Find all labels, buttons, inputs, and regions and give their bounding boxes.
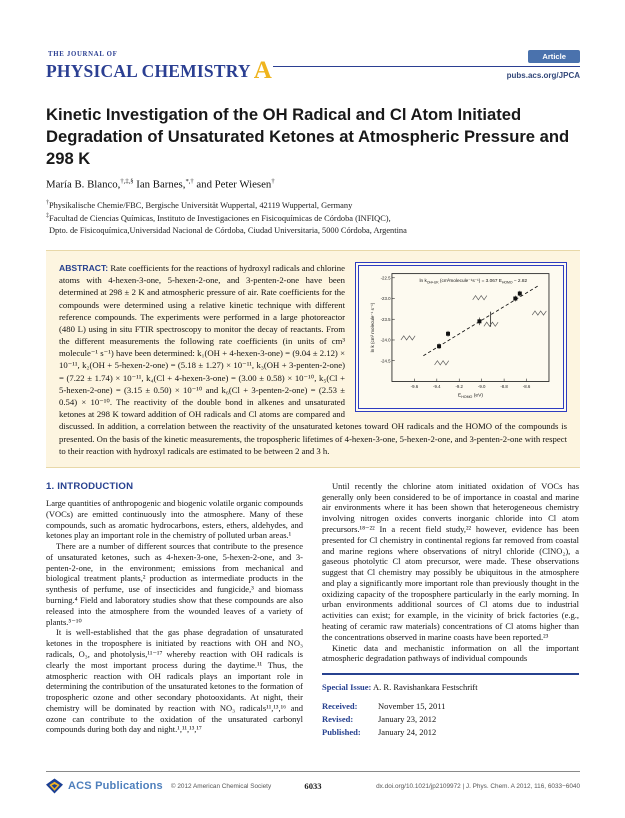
affiliation-line: †Physikalische Chemie/FBC, Bergische Universität Wuppertal, 42119 Wuppertal, Germany [46, 199, 353, 210]
article-dates [322, 700, 579, 740]
affiliation-line: Dpto. de Fisicoquímica,Universidad Nacional de Córdoba, Ciudad Universitaria, 5000 Córdoba, Argentina [49, 226, 407, 236]
article-type-badge: Article [528, 50, 580, 63]
body-paragraph: It is well-established that the gas phase degradation of unsaturated ketones in the troposphere is initiated by reactions with OH and NO₃ radicals, O₃, and photolysis,¹¹⁻¹⁷ whereby reaction with OH radicals is clearly the most important process during the daytime.¹¹ Thus, the atmospheric reaction with OH radicals plays an important role in determining the contribution of the unsaturated ketones to the formation of tropospheric ozone and other secondary photooxidants. At night, their chemistry will be dominated by reaction with NO₃ radicals¹¹,¹³,¹⁶ and ozone can contribute to the oxidation of the unsaturated carbonyl compounds during both day and night.¹,¹¹,¹³,¹⁷ [46, 627, 303, 735]
published-row [322, 726, 579, 739]
publisher-name[interactable]: ACS Publications [68, 780, 163, 792]
svg-text:ln kOH+UK (cm³molecule⁻¹s⁻¹) =: $\ln k_{OH+UK}$ (cm³molecule⁻¹s⁻¹) = 3.067 $E_{HOMO} - 2.82$ [419, 279, 528, 285]
received-row [322, 700, 579, 713]
page-footer [46, 771, 580, 794]
revised-row [322, 713, 579, 726]
body-paragraph: Kinetic data and mechanistic information on all the important atmospheric degradation pathways of individual compounds [322, 642, 579, 664]
masthead [46, 50, 580, 84]
special-issue-value: A. R. Ravishankara Festschrift [373, 681, 478, 692]
author-name: and Peter Wiesen [196, 178, 272, 191]
body-paragraph: There are a number of different sources that contribute to the presence of unsaturated ketones, such as 4-hexen-3-one, 5-hexen-2-one, and 3-penten-2-one, in the environment; emissions from mechanical and biological treatment plants,² production as intermediate products in the synthesis of perfume, use of insecticides and fungicide,³ and biomass burning.⁴ Field and laboratory studies show that these compounds are also released into the atmosphere from the wounded leaves of a variety of plants.⁵⁻¹⁰ [46, 541, 303, 627]
svg-text:-9.0: -9.0 [477, 384, 486, 390]
svg-text:-23.0: -23.0 [380, 296, 391, 302]
abstract-text: Rate coefficients for the reactions of hydroxyl radicals and chlorine atoms with 4-hexen-3-one, 5-hexen-2-one, and 3-penten-2-one have been determined at 298 ± 2 K and atmospheric pressure of air. Rate coefficients for the compounds were determined using a relative kinetic technique with different reference compounds. The experiments were performed in a large photoreactor (480 L) using in situ FTIR spectroscopy to monitor the decay of reactants. From the different measurements the following rate coefficients (in units of cm³ molecule⁻¹ s⁻¹) have been determined: k₁(OH + 4-hexen-3-one) = (9.04 ± 2.12) × 10⁻¹¹, k₂(OH + 5-hexen-2-one) = (5.18 ± 1.27) × 10⁻¹¹, k₃(OH + 3-penten-2-one) = (7.22 ± 1.74) × 10⁻¹¹, k₄(Cl + 4-hexen-3-one) = (3.00 ± 0.58) × 10⁻¹⁰, k₅(Cl + 5-hexen-2-one) = (3.15 ± 0.50) × 10⁻¹⁰ and k₆(Cl + 3-penten-2-one) = (2.53 ± 0.54) × 10⁻¹⁰. The reactivity of the double bond in alkenes and unsaturated ketones at 298 K toward addition of OH radicals and Cl atoms are compared and discussed. In addition, a correlation between the reactivity of the unsaturated ketones toward OH radicals and the HOMO of the compounds is presented. On the basis of the kinetic measurements, the tropospheric lifetimes of 4-hexen-3-one, 5-hexen-2-one, and 3-penten-2-one with respect to their reaction with hydroxyl radicals are estimated to be between 2 and 3 h. [59, 263, 567, 456]
right-column [322, 481, 579, 739]
author-affil-marks: *,† [185, 178, 194, 186]
author-affil-marks: † [271, 178, 275, 186]
authors-line [46, 178, 580, 191]
author-name: María B. Blanco, [46, 178, 121, 191]
masthead-right [273, 50, 580, 80]
acs-publications-logo-icon [46, 778, 63, 794]
abstract-section [46, 250, 580, 468]
svg-text:ln k (cm³ molecule⁻¹ s⁻¹): ln k (cm³ molecule⁻¹ s⁻¹) [369, 302, 375, 353]
svg-text:-9.4: -9.4 [433, 384, 441, 390]
published-date: January 24, 2012 [378, 726, 437, 737]
author-affil-marks: †,‡,§ [120, 178, 134, 186]
footer-row [46, 778, 580, 794]
affiliation-line: ‡Facultad de Ciencias Químicas, Instituto de Investigaciones en Fisicoquímicas de Córdoba (INFIQC), [46, 213, 391, 223]
special-issue-label: Special Issue: [322, 681, 372, 692]
revised-label: Revised: [322, 713, 354, 724]
svg-text:-23.5: -23.5 [380, 316, 391, 322]
received-label: Received: [322, 700, 358, 711]
author-name: Ian Barnes, [136, 178, 186, 191]
abstract-label: ABSTRACT: [59, 263, 109, 274]
footer-divider [46, 771, 580, 772]
svg-text:-9.2: -9.2 [455, 384, 463, 390]
body-paragraph: Large quantities of anthropogenic and biogenic volatile organic compounds (VOCs) are emitted continuously into the atmosphere. Many of these compounds, such as aromatic hydrocarbons, esters, ethers, aldehydes, and ketones play an important role in the chemistry of polluted urban areas.¹ [46, 498, 303, 541]
toc-graphic [355, 262, 567, 412]
journal-logo-line1: THE JOURNAL OF [48, 51, 118, 59]
journal-logo [46, 51, 273, 84]
journal-letter-a: A [253, 56, 273, 84]
svg-text:-8.8: -8.8 [500, 384, 508, 390]
copyright-text: © 2012 American Chemical Society [170, 782, 272, 790]
left-column [46, 481, 303, 739]
revised-date: January 23, 2012 [378, 713, 437, 724]
received-date: November 15, 2011 [378, 700, 446, 711]
svg-text:EHOMO (eV): $E_{HOMO}$ (eV) [457, 393, 483, 400]
svg-text:-24.0: -24.0 [380, 337, 391, 343]
svg-text:-8.6: -8.6 [522, 384, 531, 390]
page-number: 6033 [304, 781, 322, 791]
article-title: Kinetic Investigation of the OH Radical and Cl Atom Initiated Degradation of Unsaturated Ketones at Atmospheric Pressure and 298 K [46, 105, 570, 168]
body-columns [46, 481, 580, 739]
masthead-divider [273, 66, 580, 67]
journal-name-text: PHYSICAL CHEMISTRY [46, 60, 251, 81]
journal-logo-name [46, 56, 273, 84]
svg-text:-24.5: -24.5 [380, 358, 391, 364]
toc-plot-svg [360, 267, 562, 407]
special-issue-row [322, 682, 579, 693]
publisher-block [46, 778, 304, 794]
svg-text:-22.5: -22.5 [380, 275, 391, 281]
journal-website-link[interactable]: pubs.acs.org/JPCA [506, 71, 580, 81]
section-heading-introduction: 1. INTRODUCTION [46, 480, 134, 492]
svg-text:-9.6: -9.6 [410, 384, 419, 390]
body-paragraph: Until recently the chlorine atom initiated oxidation of VOCs has generally only been considered to be of importance in coastal and marine air environments where it has been shown that heterogeneous chemistry involving nitrogen oxides converts inorganic chloride into Cl atom precursors.¹⁸⁻²² In a recent field study,²² however, evidence has been presented for Cl chemistry in continental regions far removed from coastal and marine regions where observations of nitryl chloride (ClNO₂), a gaseous photolytic Cl atom precursor, were made. These observations suggest that Cl chemistry may possibly be ubiquitous in the atmosphere and play a significantly more important role than previously thought in the oxidizing capacity of the troposphere particularly in the early morning. In urban environments additional sources of Cl atoms due to industrial activities can exist; for example, in the vicinity of brick factories (e.g., heating of ceramic raw materials) concentrations of Cl atoms higher than the concentrations observed in marine coasts have been reported.²³ [322, 480, 579, 642]
affiliations [46, 199, 580, 238]
special-issue-divider [322, 673, 579, 675]
doi-link[interactable]: dx.doi.org/10.1021/jp2109972 | J. Phys. Chem. A 2012, 116, 6033−6040 [376, 782, 580, 790]
published-label: Published: [322, 726, 361, 737]
